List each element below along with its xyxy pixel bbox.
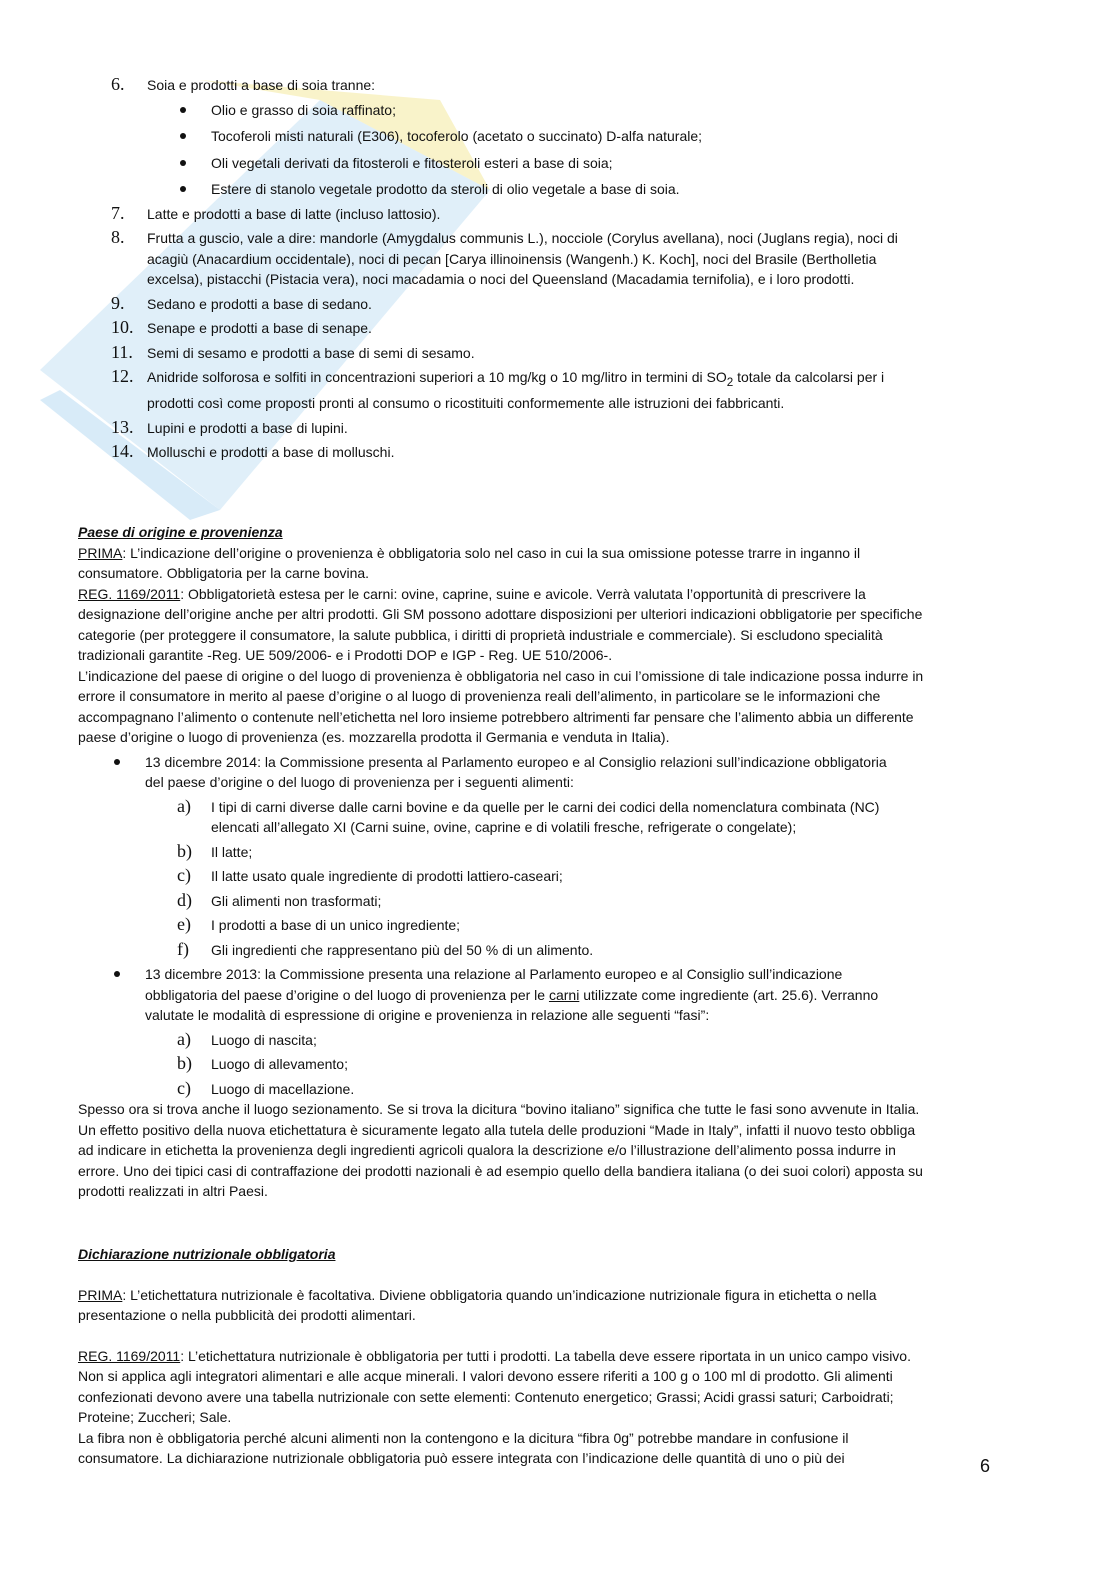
paragraph — [0, 584, 1117, 666]
list-number: 6. — [111, 74, 125, 94]
list-text: Soia e prodotti a base di soia tranne: — [147, 77, 376, 93]
list-item — [0, 1030, 1117, 1051]
list-text: Latte e prodotti a base di latte (incluso lattosio). — [147, 205, 441, 222]
list-text: Il latte; — [211, 843, 253, 860]
list-item — [0, 75, 1117, 96]
soia-exceptions — [0, 100, 1117, 200]
list-item — [0, 891, 1117, 912]
list-text: Lupini e prodotti a base di lupini. — [147, 419, 348, 436]
list-number: 10. — [111, 317, 134, 337]
list-letter: a) — [177, 1028, 191, 1049]
paragraph-text: : L’etichettatura nutrizionale è obbligatoria per tutti i prodotti. La tabella deve essere riportata in un unico campo visivo. Non si applica agli integratori alimentari e alle acque minerali. I valori devono essere riferiti a 100 g o 100 ml di prodotto. Gli alimenti confezionati devono avere una tabella nutrizionale con sette elementi: Contenuto energetico; Grassi; Acidi grassi saturi; Carboidrati; Proteine; Zuccheri; Sale. — [78, 1347, 911, 1425]
list-text: I prodotti a base di un unico ingrediente; — [211, 917, 461, 933]
list-text: Olio e grasso di soia raffinato; — [211, 101, 396, 118]
list-item — [0, 418, 1117, 439]
list-text: Estere di stanolo vegetale prodotto da steroli di olio vegetale a base di soia. — [211, 181, 680, 197]
list-text: utilizzate come ingrediente (art. 25.6). Verranno valutate le modalità di espressione di origine e provenienza in relazione alle seguenti “fasi”: — [145, 986, 879, 1023]
list-text: Luogo di nascita; — [211, 1031, 317, 1048]
paragraph — [0, 1346, 1117, 1428]
paragraph — [0, 1285, 1117, 1326]
list-text: Anidride solforosa e solfiti in concentrazioni superiori a 10 mg/kg o 10 mg/litro in termini di SO — [147, 369, 727, 385]
list-item — [0, 797, 1117, 838]
list-text: Luogo di allevamento; — [211, 1056, 348, 1072]
list-item — [0, 842, 1117, 863]
list-letter: e) — [177, 914, 191, 934]
list-item — [0, 1079, 1117, 1100]
list-item — [0, 343, 1117, 364]
paragraph-text: : L’etichettatura nutrizionale è facoltativa. Diviene obbligatoria quando un’indicazione nutrizionale figura in etichetta o nella presentazione o nella pubblicità dei prodotti alimentari. — [78, 1286, 877, 1323]
paragraph: Spesso ora si trova anche il luogo sezionamento. Se si trova la dicitura “bovino italiano” significa che tutte le fasi sono avvenute in Italia. Un effetto positivo della nuova etichettatura è sicuramente legato alla tutela delle produzioni “Made in Italy”, infatti il nuovo testo obbliga ad indicare in etichetta la provenienza degli ingredienti agricoli qualora la descrizione e/o l’illustrazione dell’alimento possa indurre in errore. Uno dei tipici casi di contraffazione dei prodotti nazionali è ad esempio quello della bandiera italiana (o dei suoi colori) apposta su prodotti realizzati in altri Paesi. — [78, 1101, 923, 1199]
list-item — [0, 915, 1117, 936]
paragraph-text: : Obbligatorietà estesa per le carni: ovine, caprine, suine e avicole. Verrà valutata l’opportunità di prescrivere la designazione dell’origine anche per altri prodotti. Gli SM possono adottare disposizioni per ulteriori indicazioni obbligatorie per specifiche categorie (per proteggere il consumatore, la salute pubblica, i diritti di proprietà industriale e commerciale). Si escludono specialità tradizionali garantite -Reg. UE 509/2006- e i Prodotti DOP e IGP - Reg. UE 510/2006-. — [78, 585, 923, 663]
list-letter: c) — [177, 1077, 191, 1098]
section-title: Dichiarazione nutrizionale obbligatoria — [78, 1246, 336, 1262]
list-item — [0, 204, 1117, 225]
list-item — [0, 126, 1117, 147]
list-text: Gli alimenti non trasformati; — [211, 892, 382, 909]
list-letter: a) — [177, 795, 191, 816]
list-number: 13. — [111, 416, 134, 437]
list-text: Semi di sesamo e prodotti a base di semi di sesamo. — [147, 344, 475, 361]
list-text: Gli ingredienti che rappresentano più del 50 % di un alimento. — [211, 941, 594, 958]
bullet-icon — [180, 133, 186, 139]
list-text: Oli vegetali derivati da fitosteroli e fitosteroli esteri a base di soia; — [211, 154, 613, 171]
list-item — [0, 964, 1117, 1026]
list-item — [0, 294, 1117, 315]
allergen-list — [0, 75, 1117, 463]
prima-label: PRIMA — [78, 544, 123, 561]
list-letter: b) — [177, 1053, 192, 1073]
list-item — [0, 752, 1117, 793]
list-item — [0, 442, 1117, 463]
prima-label: PRIMA — [78, 1286, 123, 1303]
list-letter: c) — [177, 865, 191, 885]
bullet-icon — [114, 971, 120, 977]
list-text: 13 dicembre 2014: la Commissione presenta al Parlamento europeo e al Consiglio relazioni sull’indicazione obbligatoria del paese d’origine o del luogo di provenienza per i seguenti alimenti: — [145, 753, 887, 790]
list-text: Senape e prodotti a base di senape. — [147, 320, 372, 336]
paragraph: L’indicazione del paese di origine o del luogo di provenienza è obbligatoria nel caso in cui l’omissione di tale indicazione possa indurre in errore il consumatore in merito al paese d’origine o al luogo di provenienza reali dell’alimento, in particolare se le informazioni che accompagnano l’alimento o contenute nell’etichetta nel loro insieme potrebbero altrimenti far pensare che l’alimento abbia un differente paese d’origine o luogo di provenienza (es. mozzarella prodotta il Germania e venduta in Italia). — [78, 667, 924, 745]
list-number: 12. — [111, 366, 134, 386]
list-number: 11. — [111, 341, 133, 362]
bullet-icon — [180, 107, 186, 113]
list-number: 9. — [111, 292, 125, 313]
list-item — [0, 228, 1117, 290]
list-text: I tipi di carni diverse dalle carni bovine e da quelle per le carni dei codici della nomenclatura combinata (NC) elencati all’allegato XI (Carni suine, ovine, caprine e di volatili fresche, refrigerate o congelate); — [211, 798, 880, 835]
bullet-icon — [114, 759, 120, 765]
reg-label: REG. 1169/2011 — [78, 585, 181, 602]
underlined-word: carni — [548, 986, 580, 1003]
section-nutrizionale — [0, 1244, 1117, 1469]
list-text: totale da calcolarsi per i prodotti così come proposti pronti al consumo o ricostituiti conformemente alle istruzioni dei fabbricanti. — [147, 369, 885, 412]
list-letter: d) — [177, 889, 192, 910]
list-item — [0, 179, 1117, 200]
paragraph: La fibra non è obbligatoria perché alcuni alimenti non la contengono e la dicitura “fibra 0g” potrebbe mandare in confusione il consumatore. La dichiarazione nutrizionale obbligatoria può essere integrata con l’indicazione delle quantità di uno o più dei — [78, 1429, 849, 1466]
paragraph — [0, 543, 1117, 584]
list-text: 13 dicembre 2013: la Commissione presenta una relazione al Parlamento europeo e al Consiglio sull’indicazione obbligatoria del paese d’origine o del luogo di provenienza per le — [145, 966, 843, 1003]
list-item — [0, 940, 1117, 961]
paragraph-text: : L’indicazione dell’origine o provenienza è obbligatoria solo nel caso in cui la sua omissione potesse trarre in inganno il consumatore. Obbligatoria per la carne bovina. — [78, 544, 861, 581]
bullet-icon — [180, 160, 186, 166]
section-title: Paese di origine e provenienza — [78, 524, 283, 540]
list-item — [0, 866, 1117, 887]
list-item — [0, 153, 1117, 174]
alimenti-list — [0, 797, 1117, 961]
list-text: Tocoferoli misti naturali (E306), tocoferolo (acetato o succinato) D-alfa naturale; — [211, 128, 703, 144]
fasi-list — [0, 1030, 1117, 1100]
list-text: Molluschi e prodotti a base di molluschi. — [147, 444, 395, 461]
page-number: 6 — [980, 1456, 991, 1476]
list-letter: f) — [177, 938, 189, 959]
list-number: 8. — [111, 227, 125, 247]
list-item — [0, 367, 1117, 414]
list-item — [0, 1054, 1117, 1075]
bullet-icon — [180, 186, 186, 192]
reg-label: REG. 1169/2011 — [78, 1347, 181, 1364]
list-number: 7. — [111, 202, 125, 223]
list-item — [0, 318, 1117, 339]
list-text: Il latte usato quale ingrediente di prodotti lattiero-caseari; — [211, 868, 563, 884]
list-text: Luogo di macellazione. — [211, 1080, 355, 1097]
subscript: 2 — [726, 375, 734, 389]
list-letter: b) — [177, 840, 192, 861]
list-item — [0, 100, 1117, 121]
section-origine — [0, 522, 1117, 1202]
list-text: Sedano e prodotti a base di sedano. — [147, 295, 372, 312]
list-number: 14. — [111, 441, 134, 462]
list-text: Frutta a guscio, vale a dire: mandorle (Amygdalus communis L.), nocciole (Corylus avellana), noci (Juglans regia), noci di acagiù (Anacardium occidentale), noci di pecan [Carya illinoinensis (Wangenh.) K. Koch], noci del Brasile (Bertholletia excelsa), pistacchi (Pistacia vera), noci macadamia o noci del Queensland (Macadamia ternifolia), e i loro prodotti. — [147, 230, 898, 287]
